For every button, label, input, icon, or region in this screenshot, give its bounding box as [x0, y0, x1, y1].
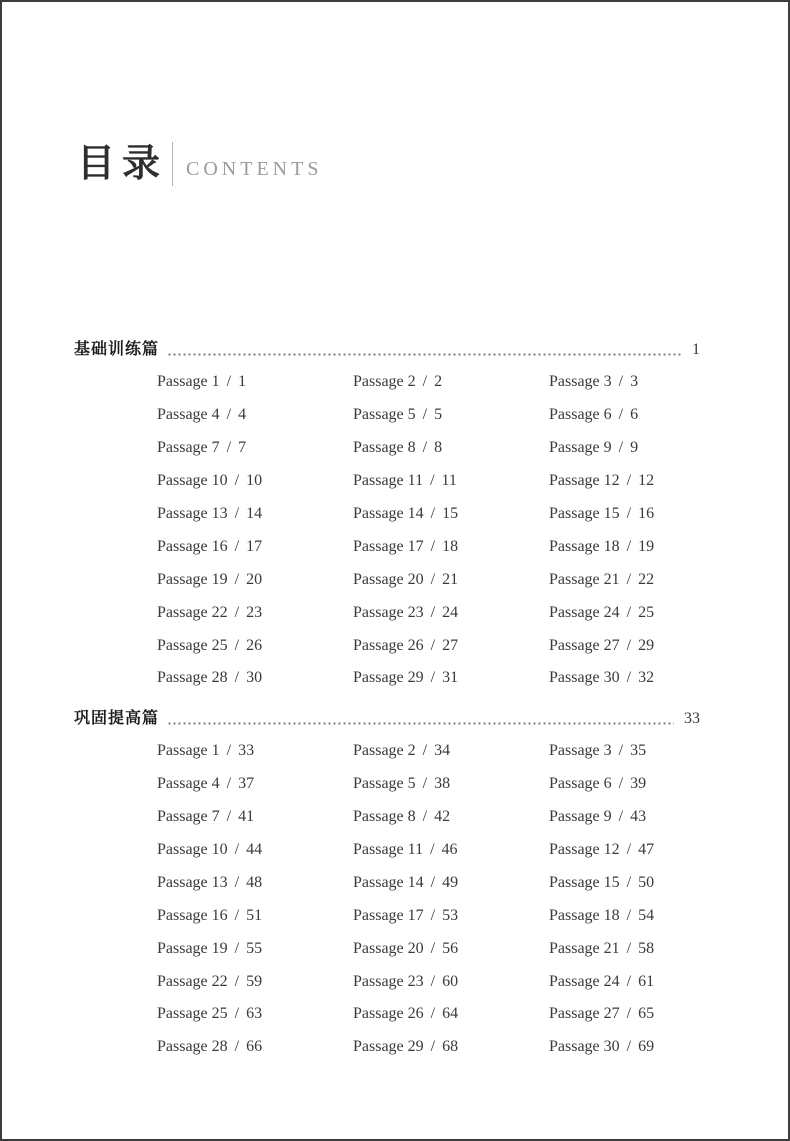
passage-page: 29 — [638, 636, 655, 654]
separator: / — [618, 742, 624, 760]
toc-entry — [549, 932, 700, 965]
passage-page: 8 — [434, 439, 443, 457]
passage-page: 37 — [238, 775, 255, 793]
passage-page: 6 — [630, 406, 639, 424]
passage-page: 16 — [638, 505, 655, 522]
separator: / — [626, 505, 632, 522]
separator: / — [626, 669, 632, 687]
toc-entry — [157, 965, 353, 998]
passage-page: 17 — [246, 537, 263, 555]
dotted-leader — [167, 721, 674, 726]
passage-label: Passage 18 — [549, 537, 620, 555]
toc-entry — [157, 662, 353, 695]
toc-entry — [549, 998, 700, 1031]
passage-page: 10 — [246, 472, 263, 490]
passage-label: Passage 27 — [549, 1005, 620, 1023]
passage-label: Passage 26 — [353, 1005, 424, 1023]
toc-entry — [353, 866, 549, 899]
separator: / — [234, 1005, 240, 1023]
passage-page: 49 — [442, 873, 459, 891]
section-title: 巩固提高篇 — [74, 709, 160, 727]
passage-label: Passage 30 — [549, 669, 620, 687]
toc-entry — [353, 662, 549, 695]
separator: / — [226, 742, 232, 760]
passage-label: Passage 28 — [157, 1038, 228, 1056]
passage-page: 42 — [434, 808, 451, 826]
passage-label: Passage 8 — [353, 808, 416, 826]
passage-page: 48 — [246, 873, 263, 891]
passage-page: 68 — [442, 1038, 459, 1056]
toc-section — [74, 339, 700, 695]
toc-entry — [157, 399, 353, 432]
passage-label: Passage 27 — [549, 636, 620, 654]
passage-label: Passage 14 — [353, 505, 424, 522]
toc-entry — [353, 1031, 549, 1064]
separator: / — [430, 669, 436, 687]
passage-label: Passage 22 — [157, 972, 228, 990]
passage-label: Passage 2 — [353, 373, 416, 391]
passage-label: Passage 5 — [353, 406, 416, 424]
passage-page: 34 — [434, 742, 451, 760]
separator: / — [430, 841, 435, 859]
separator: / — [430, 1038, 436, 1056]
separator: / — [226, 808, 232, 826]
toc-entry — [157, 899, 353, 932]
page-title — [77, 142, 322, 186]
passage-page: 65 — [638, 1005, 655, 1023]
passage-page: 39 — [630, 775, 647, 793]
passage-page: 54 — [638, 906, 655, 924]
toc-entry — [353, 465, 549, 498]
toc-entry — [549, 965, 700, 998]
passage-label: Passage 30 — [549, 1038, 620, 1056]
dotted-leader — [167, 352, 682, 357]
passage-label: Passage 23 — [353, 603, 424, 621]
passage-label: Passage 12 — [549, 472, 620, 490]
separator: / — [234, 636, 240, 654]
separator: / — [430, 472, 435, 490]
separator: / — [422, 406, 428, 424]
separator: / — [626, 1038, 632, 1056]
toc-entry — [353, 563, 549, 596]
passage-page: 51 — [246, 906, 263, 924]
passage-label: Passage 16 — [157, 537, 228, 555]
passage-label: Passage 7 — [157, 439, 220, 457]
toc-entry — [157, 998, 353, 1031]
passage-label: Passage 19 — [157, 570, 228, 588]
passage-page: 44 — [246, 841, 263, 859]
passage-page: 23 — [246, 603, 263, 621]
separator: / — [234, 537, 240, 555]
toc-entry — [353, 801, 549, 834]
passage-label: Passage 19 — [157, 939, 228, 957]
passage-page: 19 — [638, 537, 655, 555]
separator: / — [430, 603, 436, 621]
passage-page: 32 — [638, 669, 655, 687]
passage-label: Passage 9 — [549, 808, 612, 826]
passage-page: 69 — [638, 1038, 655, 1056]
separator: / — [422, 439, 428, 457]
passage-label: Passage 3 — [549, 373, 612, 391]
toc-entry — [157, 629, 353, 662]
toc-entry — [549, 629, 700, 662]
passage-label: Passage 18 — [549, 906, 620, 924]
passage-label: Passage 11 — [353, 472, 424, 490]
passage-page: 25 — [638, 603, 655, 621]
passage-label: Passage 6 — [549, 406, 612, 424]
passage-grid — [157, 366, 700, 695]
passage-page: 38 — [434, 775, 451, 793]
passage-label: Passage 14 — [353, 873, 424, 891]
toc-entry — [353, 366, 549, 399]
passage-page: 64 — [442, 1005, 459, 1023]
passage-label: Passage 10 — [157, 472, 228, 490]
separator: / — [626, 873, 632, 891]
passage-label: Passage 7 — [157, 808, 220, 826]
toc-entry — [549, 563, 700, 596]
passage-label: Passage 21 — [549, 570, 620, 588]
passage-page: 46 — [441, 841, 458, 859]
separator: / — [234, 603, 240, 621]
separator: / — [618, 775, 624, 793]
passage-page: 21 — [442, 570, 459, 588]
toc-entry — [353, 530, 549, 563]
separator: / — [234, 906, 240, 924]
separator: / — [430, 906, 436, 924]
section-page-number: 1 — [692, 341, 700, 358]
section-header — [74, 339, 700, 361]
passage-label: Passage 23 — [353, 972, 424, 990]
toc-entry — [353, 735, 549, 768]
passage-label: Passage 2 — [353, 742, 416, 760]
toc-entry — [157, 866, 353, 899]
toc-entry — [549, 530, 700, 563]
separator: / — [422, 373, 428, 391]
passage-label: Passage 10 — [157, 841, 228, 859]
separator: / — [234, 841, 240, 859]
passage-label: Passage 17 — [353, 537, 424, 555]
passage-label: Passage 13 — [157, 505, 228, 522]
toc-entry — [157, 498, 353, 531]
toc-entry — [157, 1031, 353, 1064]
toc-entry — [549, 834, 700, 867]
separator: / — [234, 505, 240, 522]
passage-page: 4 — [238, 406, 247, 424]
passage-page: 7 — [238, 439, 247, 457]
separator: / — [618, 373, 624, 391]
toc-entry — [157, 834, 353, 867]
separator: / — [626, 906, 632, 924]
toc-entry — [353, 432, 549, 465]
toc-entry — [353, 899, 549, 932]
separator: / — [626, 972, 632, 990]
passage-label: Passage 29 — [353, 1038, 424, 1056]
separator: / — [226, 406, 232, 424]
toc-entry — [157, 735, 353, 768]
toc-entry — [549, 465, 700, 498]
separator: / — [626, 603, 632, 621]
passage-page: 53 — [442, 906, 459, 924]
separator: / — [626, 939, 632, 957]
separator: / — [422, 775, 428, 793]
toc-entry — [157, 530, 353, 563]
toc-entry — [549, 662, 700, 695]
separator: / — [226, 373, 232, 391]
separator: / — [430, 1005, 436, 1023]
separator: / — [430, 939, 436, 957]
passage-label: Passage 1 — [157, 373, 220, 391]
passage-page: 30 — [246, 669, 263, 687]
passage-grid — [157, 735, 700, 1064]
separator: / — [626, 1005, 632, 1023]
separator: / — [430, 636, 436, 654]
separator: / — [626, 570, 632, 588]
passage-page: 60 — [442, 972, 459, 990]
passage-page: 9 — [630, 439, 639, 457]
passage-label: Passage 25 — [157, 636, 228, 654]
passage-page: 50 — [638, 873, 655, 891]
separator: / — [234, 873, 240, 891]
separator: / — [626, 841, 632, 859]
toc-entry — [353, 629, 549, 662]
toc-entry — [549, 735, 700, 768]
toc-entry — [549, 366, 700, 399]
separator: / — [234, 1038, 240, 1056]
passage-label: Passage 3 — [549, 742, 612, 760]
passage-page: 33 — [238, 742, 255, 760]
toc-entry — [549, 866, 700, 899]
passage-label: Passage 24 — [549, 972, 620, 990]
toc-entry — [353, 498, 549, 531]
passage-label: Passage 21 — [549, 939, 620, 957]
separator: / — [430, 873, 436, 891]
passage-page: 18 — [442, 537, 459, 555]
separator: / — [422, 742, 428, 760]
passage-page: 24 — [442, 603, 459, 621]
toc-entry — [549, 768, 700, 801]
toc-entry — [353, 998, 549, 1031]
toc-entry — [549, 899, 700, 932]
passage-page: 31 — [442, 669, 459, 687]
passage-page: 5 — [434, 406, 443, 424]
page-title-zh: 目录 — [77, 143, 168, 185]
passage-page: 55 — [246, 939, 263, 957]
separator: / — [234, 669, 240, 687]
separator: / — [234, 472, 240, 490]
passage-page: 14 — [246, 505, 263, 522]
passage-page: 41 — [238, 808, 255, 826]
page-title-en: CONTENTS — [186, 157, 323, 180]
toc-entry — [549, 498, 700, 531]
toc-entry — [353, 965, 549, 998]
separator: / — [226, 775, 232, 793]
toc-entry — [549, 801, 700, 834]
passage-label: Passage 4 — [157, 775, 220, 793]
separator: / — [626, 472, 632, 490]
separator: / — [618, 406, 624, 424]
section-title: 基础训练篇 — [74, 341, 160, 358]
passage-page: 43 — [630, 808, 647, 826]
toc-entry — [353, 399, 549, 432]
toc-entry — [549, 1031, 700, 1064]
separator: / — [234, 972, 240, 990]
toc-entry — [353, 596, 549, 629]
toc-entry — [157, 366, 353, 399]
toc-section — [74, 708, 700, 1064]
toc-entry — [157, 465, 353, 498]
passage-label: Passage 28 — [157, 669, 228, 687]
passage-page: 2 — [434, 373, 443, 391]
passage-label: Passage 25 — [157, 1005, 228, 1023]
passage-label: Passage 4 — [157, 406, 220, 424]
passage-label: Passage 20 — [353, 939, 424, 957]
passage-label: Passage 12 — [549, 841, 620, 859]
passage-page: 58 — [638, 939, 655, 957]
passage-label: Passage 16 — [157, 906, 228, 924]
passage-page: 20 — [246, 570, 263, 588]
toc-entry — [549, 432, 700, 465]
passage-page: 3 — [630, 373, 639, 391]
toc-entry — [157, 768, 353, 801]
passage-label: Passage 20 — [353, 570, 424, 588]
separator: / — [226, 439, 232, 457]
toc-entry — [549, 596, 700, 629]
separator: / — [422, 808, 428, 826]
passage-label: Passage 22 — [157, 603, 228, 621]
toc-entry — [549, 399, 700, 432]
toc-entry — [353, 768, 549, 801]
passage-label: Passage 26 — [353, 636, 424, 654]
separator: / — [234, 939, 240, 957]
toc-entry — [353, 834, 549, 867]
toc-entry — [157, 932, 353, 965]
passage-label: Passage 8 — [353, 439, 416, 457]
section-header — [74, 708, 700, 730]
section-page-number: 33 — [684, 709, 700, 727]
passage-label: Passage 24 — [549, 603, 620, 621]
separator: / — [618, 808, 624, 826]
separator: / — [430, 570, 436, 588]
toc-entry — [353, 932, 549, 965]
passage-label: Passage 1 — [157, 742, 220, 760]
passage-page: 63 — [246, 1005, 263, 1023]
separator: / — [626, 636, 632, 654]
passage-page: 56 — [442, 939, 459, 957]
separator: / — [430, 537, 436, 555]
separator: / — [430, 505, 436, 522]
passage-page: 27 — [442, 636, 459, 654]
passage-page: 12 — [638, 472, 655, 490]
passage-page: 61 — [638, 972, 655, 990]
separator: / — [618, 439, 624, 457]
toc-entry — [157, 596, 353, 629]
passage-page: 66 — [246, 1038, 263, 1056]
passage-label: Passage 5 — [353, 775, 416, 793]
passage-label: Passage 15 — [549, 505, 620, 522]
passage-label: Passage 9 — [549, 439, 612, 457]
passage-page: 1 — [238, 373, 247, 391]
passage-label: Passage 17 — [353, 906, 424, 924]
passage-page: 22 — [638, 570, 655, 588]
passage-label: Passage 15 — [549, 873, 620, 891]
toc-entry — [157, 432, 353, 465]
separator: / — [234, 570, 240, 588]
passage-label: Passage 11 — [353, 841, 424, 859]
toc-entry — [157, 563, 353, 596]
separator: / — [626, 537, 632, 555]
separator: / — [430, 972, 436, 990]
passage-label: Passage 29 — [353, 669, 424, 687]
passage-label: Passage 13 — [157, 873, 228, 891]
toc-sections — [74, 339, 700, 1064]
passage-page: 59 — [246, 972, 263, 990]
passage-page: 15 — [442, 505, 459, 522]
passage-label: Passage 6 — [549, 775, 612, 793]
passage-page: 26 — [246, 636, 263, 654]
toc-entry — [157, 801, 353, 834]
title-divider — [172, 142, 173, 186]
passage-page: 35 — [630, 742, 647, 760]
passage-page: 47 — [638, 841, 655, 859]
passage-page: 11 — [441, 472, 457, 490]
